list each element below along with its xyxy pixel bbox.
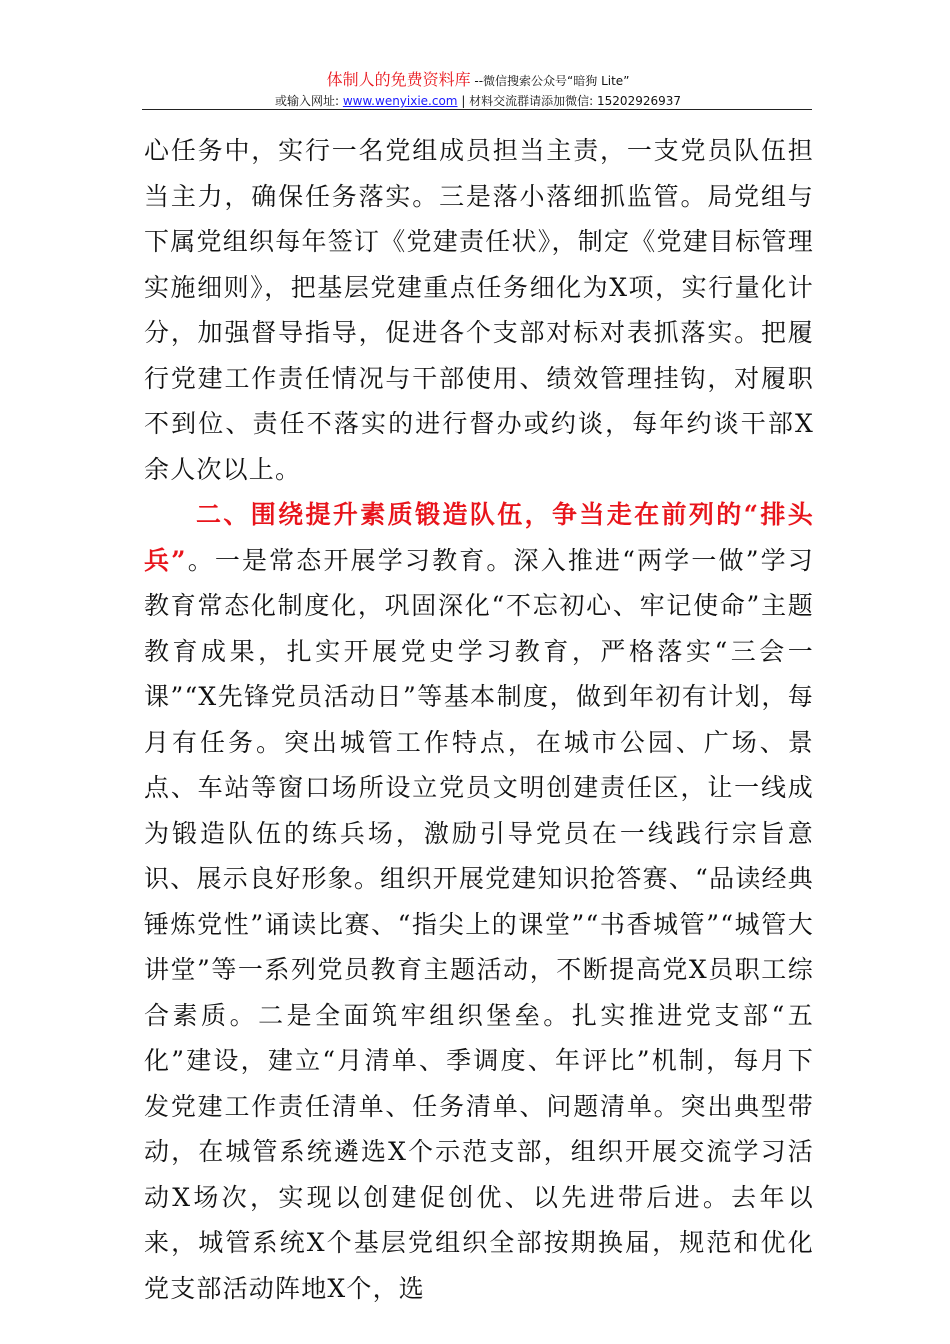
paragraph-1: 心任务中，实行一名党组成员担当主责，一支党员队伍担当主力，确保任务落实。三是落小落细抓监管。局党组与下属党组织每年签订《党建责任状》，制定《党建目标管理实施细则》，把基层党建重点任务细化为X项，实行量化计分，加强督导指导，促进各个支部对标对表抓落实。把履行党建工作责任情况与干部使用、绩效管理挂钩，对履职不到位、责任不落实的进行督办或约谈，每年约谈干部X余人次以上。 (144, 136, 814, 484)
header-divider (142, 109, 812, 110)
header-title: 体制人的免费资料库 (326, 70, 471, 89)
header-site-prefix: 或输入网址: (274, 94, 343, 108)
header-site-link[interactable]: www.wenyixie.com (342, 94, 458, 108)
header-wechat-note: --微信搜索公众号“暗狗 Lite” (470, 74, 630, 88)
paragraph-2-body: 。一是常态开展学习教育。深入推进“两学一做”学习教育常态化制度化，巩固深化“不忘初心、牢记使命”主题教育成果，扎实开展党史学习教育，严格落实“三会一课”“X先锋党员活动日”等基本制度，做到年初有计划，每月有任务。突出城管工作特点，在城市公园、广场、景点、车站等窗口场所设立党员文明创建责任区，让一线成为锻造队伍的练兵场，激励引导党员在一线践行宗旨意识、展示良好形象。组织开展党建知识抢答赛、“品读经典锤炼党性”诵读比赛、“指尖上的课堂”“书香城管”“城管大讲堂”等一系列党员教育主题活动，不断提高党X员职工综合素质。二是全面筑牢组织堡垒。扎实推进党支部“五化”建设，建立“月清单、季调度、年评比”机制，每月下发党建工作责任清单、任务清单、问题清单。突出典型带动，在城管系统遴选X个示范支部，组织开展交流学习活动X场次，实现以创建促创优、以先进带后进。去年以来，城管系统X个基层党组织全部按期换届，规范和优化党支部活动阵地X个，选 (144, 545, 814, 1303)
page-header (144, 70, 812, 109)
header-line-1 (144, 70, 812, 91)
document-body (144, 128, 814, 1311)
section-heading-2: 二、围绕提升素质锻造队伍，争当走在前列的“排头兵” (144, 500, 814, 575)
paragraph-2 (144, 492, 814, 1311)
header-group-note: | 材料交流群请添加微信: 15202926937 (457, 94, 682, 108)
header-line-2 (144, 93, 812, 109)
